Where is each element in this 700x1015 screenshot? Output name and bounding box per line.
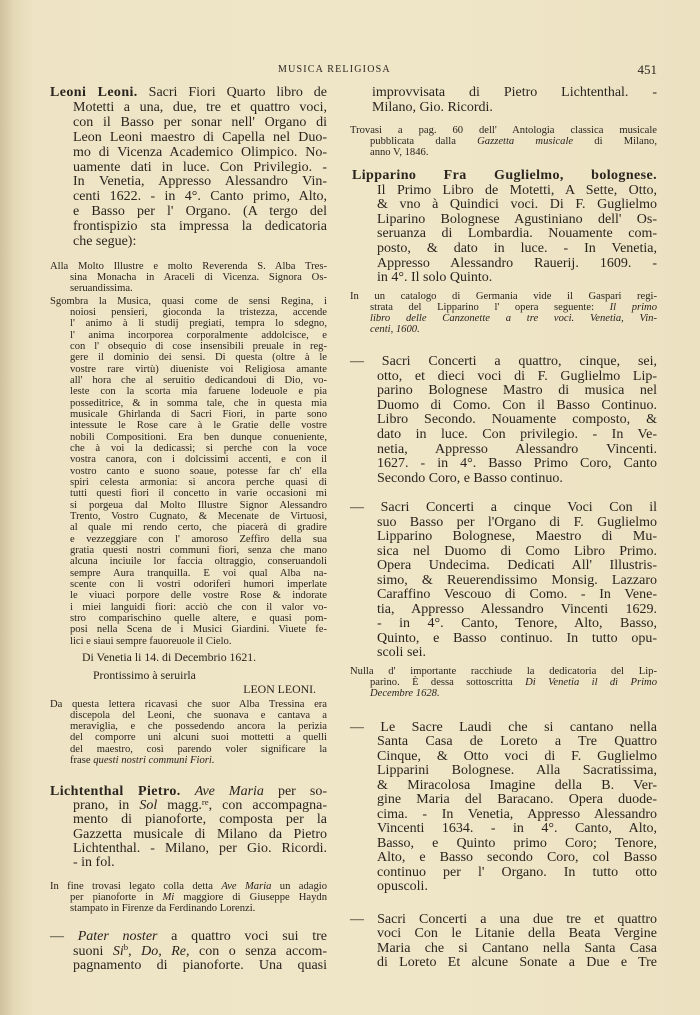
text-line: Cinque, & Otto voci di F. Guglielmo (377, 748, 657, 764)
text-segment: con o senza accom- (189, 943, 327, 959)
text-line: Duomo di Como. Con il Basso Continuo. (377, 397, 657, 413)
text-line (370, 325, 420, 336)
entry-heading: Leoni Leoni. (50, 85, 138, 100)
text-line: In Venetia, Appresso Alessandro Vin- (73, 174, 327, 190)
text-line: Quinto, e Basso continuo. In tutto opu- (377, 630, 657, 646)
text-line: sina Monacha in Araceli di Vicenza. Signora Os- (70, 271, 327, 283)
running-title: MUSICA RELIGIOSA (278, 64, 391, 75)
text-line: e Basso per l' Organo. (A tergo del (73, 204, 327, 220)
text-line: gratia questi nostri communi fiori, senza che mano (70, 545, 327, 556)
text-line: - in 4°. Canto, Tenore, Alto, Basso, (377, 616, 657, 631)
italic-text: Ave Maria (221, 880, 272, 892)
text-line: lici e siaui sempre fauoreuole il Cielo. (70, 635, 232, 647)
text-line: posto, & dato in luce. - In Venetia, (377, 241, 657, 256)
text-line: intessute le Rose care à le Gratie delle vostre (70, 420, 327, 432)
text-line: gere il dominio dei sensi. Di questa (oltre à le (70, 352, 327, 364)
text-line: Libro Secondo. Nouamente composto, & (377, 412, 657, 428)
superscript-text: re (201, 796, 209, 807)
text-line: si porgeua dal Molto Illustre Signor Alessandro (70, 499, 327, 511)
text-segment: parino. È dessa sottoscritta (370, 676, 526, 688)
italic-text: Mi (162, 891, 175, 903)
italic-text: Si (112, 943, 124, 959)
text-line: parino Bolognese Mastro di musica nel (377, 383, 657, 399)
text-segment: a quattro voci sui tre (157, 929, 327, 944)
text-line (370, 314, 657, 325)
text-segment: magg. (157, 798, 202, 814)
text-line: 1627. - in 4°. Basso Primo Coro, Canto (377, 456, 657, 472)
italic-text: Gazzetta musicale (477, 135, 574, 147)
text-line: del maestro, così parendo voler significare la (70, 743, 327, 755)
text-segment: un adagio (271, 880, 327, 892)
text-line: Liparino Bolognese Agustiniano dell' Os- (377, 211, 657, 227)
text-line: opuscoli. (377, 878, 428, 894)
text-line (370, 137, 657, 148)
text-line: frontispizio sta impressa la dedicatoria (73, 219, 327, 235)
italic-text: questi nostri communi Fiori. (93, 754, 215, 766)
text-line: otto, et dieci voci di F. Guglielmo Lip- (377, 368, 657, 384)
text-line: meraviglia, e che possedendo ancora la perizia (70, 721, 327, 733)
italic-text: Do, Re, (141, 943, 190, 959)
text-line: seruanza di Lombardia. Nouamente com- (377, 226, 657, 242)
text-line: Gazzetta musicale di Milano da Pietro (73, 826, 327, 842)
text-segment: di Milano, (573, 135, 657, 147)
text-line: l' anima incorporea corporalmente addolcisce, e (70, 329, 327, 341)
text-line: del comporre uni alcuni suoi mottetti a quelli (70, 732, 327, 744)
text-segment: , (128, 943, 142, 959)
text-segment: — (50, 929, 78, 944)
text-line: mento di pianoforte, composta per la (73, 812, 327, 828)
text-line: Di Venetia li 14. di Decembrio 1621. (82, 650, 257, 664)
text-line: spiri celesta armonia: si ancora perche quasi di (70, 477, 327, 489)
text-line (370, 689, 440, 700)
text-line: Sgombra la Musica, quasi come de sensi Regina, i (50, 295, 327, 307)
text-line: Secondo Coro, e Basso continuo. (377, 470, 563, 486)
italic-text: Il primo (609, 301, 658, 313)
text-line: vostro canto e suono soaue, potesse far ch' ella (70, 465, 327, 477)
text-segment: strata del Lipparino l' opera seguente: (370, 301, 610, 313)
text-line: di Loreto Et alcune Sonate a Due e Tre (377, 955, 657, 971)
italic-text: Pater noster (77, 929, 158, 944)
text-line: anno V, 1846. (370, 146, 429, 158)
text-line: Caraffino Vescouo di Como. - In Vene- (377, 587, 657, 602)
text-line: Trento, Vostro Cugnato, & Mecenate de Virtuosi, (70, 511, 327, 523)
text-line: Maria che si Cantano nella Santa Casa (377, 940, 657, 956)
text-line: l' animo à li studij pregiati, tempra lo sdegno, (70, 318, 327, 330)
text-segment: per pianoforte in (70, 891, 163, 903)
text-segment: prano, in (73, 798, 140, 814)
text-line: discepola del Leoni, che suonava e cantava a (70, 709, 327, 721)
text-line: simo, & Reuerendissimo Monsig. Lazzaro (377, 572, 657, 588)
text-line: vostre rare virtù) diueniste voi Religiosa amante (70, 363, 327, 375)
text-line: Alto, e Basso secondo Coro, col Basso (377, 850, 657, 866)
text-line: scoli sei. (377, 645, 426, 660)
italic-text: Ave Maria (194, 784, 264, 799)
text-segment: Sacri Fiori Quarto libro de (137, 85, 327, 100)
text-line: al quale mi rendo certo, che piacerà di gradire (70, 522, 327, 534)
text-segment: maggiore di Giuseppe Haydn (174, 891, 327, 903)
text-line: LEON LEONI. (243, 682, 316, 696)
text-line: voci Con le Litanie della Beata Vergine (377, 926, 657, 942)
text-line: Opera Undecima. Dedicati All' Illustris- (377, 558, 657, 573)
text-line: noiosi pensieri, gioconda la tristezza, accende (70, 307, 327, 319)
text-line (370, 303, 657, 314)
text-line: suo Basso per l'Organo di F. Guglielmo (377, 514, 657, 530)
text-line: Santa Casa de Loreto a Tre Quattro (377, 734, 657, 750)
text-line (50, 930, 327, 944)
text-line: — Sacri Concerti a una due tre et quattro (350, 912, 657, 927)
italic-text: Di Venetia il dì Primo (525, 676, 657, 688)
text-line: sempre Aura tranquilla. E voi qual Alba na- (70, 567, 327, 579)
text-line (50, 785, 327, 799)
text-line: continuo per l' Organo. In tutto otto (377, 864, 657, 880)
entry-heading: Lichtenthal Pietro. (50, 784, 181, 799)
text-line: che à voi la dedicassi; si perche con la voce (70, 443, 327, 455)
text-line: Lipparini Bolognese. Alla Sacratissima, (377, 763, 657, 779)
page-number: 451 (637, 62, 657, 77)
text-segment: , con accompagna- (208, 798, 328, 814)
text-line: - in fol. (73, 855, 115, 870)
text-line (70, 893, 327, 904)
text-line: scente con li vostri odoriferi humori imperlate (70, 579, 327, 590)
text-line: leste con la scorta mia faruene lodeuole e pia (70, 386, 327, 398)
text-line: cima. - In Venetia, Appresso Alessandro (377, 806, 657, 822)
text-segment: In fine trovasi legato colla detta (50, 880, 222, 892)
text-line: e vezzeggiare con l' amoroso Zeffiro della sua (70, 533, 327, 545)
text-line: tia, Appresso Alessandro Vincenti 1629. (377, 601, 657, 617)
text-line: Prontissimo à seruirla (93, 668, 196, 682)
text-line: tutti questi fiori il concetto in varie occasioni mi (70, 488, 327, 500)
text-line: & Miracolosa Imagine della B. Ver- (377, 777, 657, 793)
text-line: In un catalogo di Germania vide il Gaspari regi- (350, 290, 657, 302)
text-line: Leon Leoni maestro di Capella nel Duo- (73, 129, 327, 145)
text-line (50, 86, 327, 100)
text-line: centi 1622. - in 4°. Canto primo, Alto, (73, 189, 327, 205)
text-line: Vincenti 1634. - in 4°. Canto, Alto, (377, 821, 657, 837)
text-line: Alla Molto Illustre e molto Reverenda S. Alba Tres- (50, 260, 327, 272)
text-line: le viuaci porpore delle vostre Rose & indorate (70, 590, 327, 602)
text-segment (181, 784, 195, 799)
text-line: — Le Sacre Laudi che si cantano nella (350, 720, 657, 735)
text-line: i miei languidi fiori: acciò che con il valor vo- (70, 601, 327, 613)
text-line: dato in luce. Con privilegio. - In Ve- (377, 427, 657, 442)
text-segment: suoni (73, 943, 113, 959)
entry-heading: Lipparino Fra Guglielmo, bolognese. (352, 168, 657, 183)
text-line: Da questa lettera ricavasi che suor Alba Tressina era (50, 698, 327, 710)
text-segment: frase (70, 754, 94, 766)
text-line: stro comparischino quelle altere, e quasi pom- (70, 612, 327, 624)
text-line: Lipparino Bolognese, Maestro di Mu- (377, 529, 657, 544)
text-line: Lichtenthal. - Milano, per Gio. Ricordi. (73, 840, 327, 856)
text-line: all' hora che al seruitio dedicandoui di Dio, vo- (70, 375, 327, 387)
text-line: Milano, Gio. Ricordi. (372, 100, 493, 115)
italic-text: Sol (139, 798, 158, 814)
text-line (50, 882, 327, 893)
text-line: che segue): (73, 234, 137, 249)
text-line (73, 942, 327, 959)
text-line: alcuna inciuile lor faccia oltraggio, conseruandoli (70, 556, 327, 568)
text-line: musicale Ghirlanda di Sacri Fiori, in parte sono (70, 409, 327, 421)
text-line: mo di Vicenza Academico Olimpico. No- (73, 144, 327, 160)
text-line (73, 796, 328, 814)
text-line: improvvisata di Pietro Lichtenthal. - (372, 85, 657, 100)
text-segment: per so- (263, 784, 327, 799)
text-segment: pubblicata dalla (370, 135, 478, 147)
text-line: — Sacri Concerti a cinque Voci Con il (350, 500, 657, 515)
text-line: stampato in Firenze da Ferdinando Lorenzi. (70, 902, 256, 914)
text-line: netia, Appresso Alessandro Vincenti. (377, 441, 657, 457)
text-line: sica nel Duomo di Como Libro Primo. (377, 543, 657, 559)
text-line: seruandissima. (70, 282, 133, 294)
text-line: Motetti a una, due, tre et quattro voci, (73, 99, 327, 115)
text-line: — Sacri Concerti a quattro, cinque, sei, (350, 354, 657, 369)
text-line: uamente dati in luce. Con Privilegio. - (73, 159, 327, 175)
italic-text: centi, 1600. (370, 323, 420, 335)
text-line: Il Primo Libro de Motetti, A Sette, Otto, (377, 182, 657, 198)
text-line: con il Basso per sonar nell' Organo di (73, 114, 327, 130)
text-line: posseditrice, & in somma tale, che in questa mia (70, 397, 327, 409)
text-line (370, 678, 657, 689)
text-line: posi nella Scena de i Musici Giardini. Viuete fe- (70, 624, 327, 636)
text-line: gine Maria del Baracano. Opera duode- (377, 792, 657, 808)
text-line: Appresso Alessandro Rauerij. 1609. - (377, 255, 657, 271)
text-line: Nulla d' importante racchiude la dedicatoria del Lip- (350, 665, 657, 677)
text-line: Basso, e Quinto primo Coro; Tenore, (377, 835, 657, 851)
text-line: nobili Compositioni. Era ben dunque conueniente, (70, 431, 327, 443)
text-line: vostra canora, con i dolcissimi accenti, e con il (70, 454, 327, 466)
italic-text: libro delle Canzonette a tre voci. Venetia, Vin- (370, 312, 657, 324)
italic-text: Decembre 1628. (370, 687, 440, 699)
text-line: con l' obsequio di cose insensibili preuale in reg- (70, 341, 327, 353)
text-line (352, 169, 657, 183)
text-line: & vno à Quindici voci. Di F. Guglielmo (377, 197, 657, 213)
text-line: pagnamento di pianoforte. Una quasi (73, 958, 327, 973)
text-line: Trovasi a pag. 60 dell' Antologia classica musicale (350, 124, 657, 136)
text-line (70, 756, 214, 767)
text-line: in 4°. Il solo Quinto. (377, 270, 493, 286)
superscript-text: b (123, 942, 129, 953)
